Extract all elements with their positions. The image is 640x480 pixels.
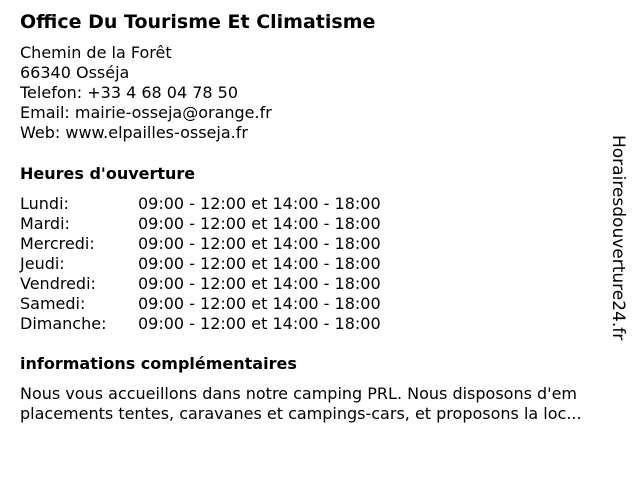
phone-line: Telefon: +33 4 68 04 78 50 [20, 83, 239, 102]
email-line: Email: mairie-osseja@orange.fr [20, 103, 272, 122]
day-label: Mercredi: [20, 234, 95, 253]
hours-row-monday [20, 194, 381, 214]
web-line: Web: www.elpailles-osseja.fr [20, 123, 248, 142]
address-block [20, 43, 272, 143]
postal-city: 66340 Osséja [20, 63, 130, 82]
info-line: Nous vous accueillons dans notre camping PRL. Nous disposons d'em [20, 384, 577, 403]
day-label: Jeudi: [20, 254, 65, 273]
time-range: 09:00 - 12:00 et 14:00 - 18:00 [138, 314, 381, 333]
hours-row-tuesday [20, 214, 381, 234]
page-title: Office Du Tourisme Et Climatisme [20, 11, 376, 33]
additional-info-heading: informations complémentaires [20, 354, 297, 373]
time-range: 09:00 - 12:00 et 14:00 - 18:00 [138, 274, 381, 293]
site-watermark: Horairesdouverture24.fr [608, 135, 628, 341]
time-range: 09:00 - 12:00 et 14:00 - 18:00 [138, 294, 381, 313]
time-range: 09:00 - 12:00 et 14:00 - 18:00 [138, 254, 381, 273]
opening-hours-heading: Heures d'ouverture [20, 164, 196, 183]
hours-row-wednesday [20, 234, 381, 254]
time-range: 09:00 - 12:00 et 14:00 - 18:00 [138, 194, 381, 213]
day-label: Mardi: [20, 214, 70, 233]
time-range: 09:00 - 12:00 et 14:00 - 18:00 [138, 214, 381, 233]
hours-row-thursday [20, 254, 381, 274]
street-address: Chemin de la Forêt [20, 43, 172, 62]
info-line: placements tentes, caravanes et campings-cars, et proposons la loc... [20, 404, 582, 423]
day-label: Samedi: [20, 294, 86, 313]
hours-row-saturday [20, 294, 381, 314]
additional-info-text [20, 384, 635, 424]
hours-row-sunday [20, 314, 381, 334]
opening-hours-table [20, 194, 381, 334]
hours-row-friday [20, 274, 381, 294]
day-label: Lundi: [20, 194, 69, 213]
time-range: 09:00 - 12:00 et 14:00 - 18:00 [138, 234, 381, 253]
day-label: Dimanche: [20, 314, 107, 333]
day-label: Vendredi: [20, 274, 96, 293]
